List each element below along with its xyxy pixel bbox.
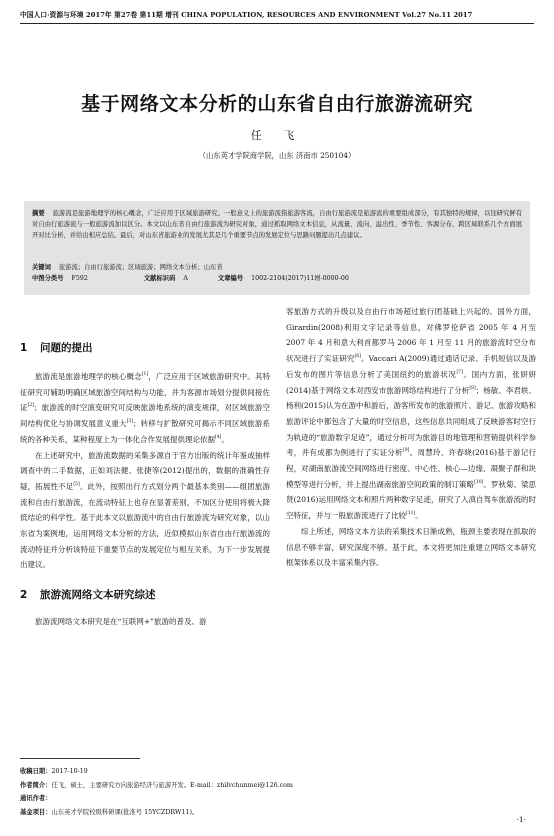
keywords-line (32, 263, 522, 274)
body-paragraph: 综上所述，网络文本方法的采集技术日渐成熟，瓶颈主要表现在抓取的信息不够丰富，研究深度不够。基于此，本文将更加注重建立网络文本研究框架体系以及丰富采集内容。 (286, 526, 536, 568)
abstract-label: 摘要 (32, 210, 45, 217)
right-column (286, 304, 536, 571)
body-paragraph: 旅游流是旅游地理学的核心概念[1]，广泛应用于区域旅游研究中。其特征研究可辅助明确区域旅游空间结构与功能，并为客源市场划分提供间接佐证[2]；旅游流的时空演变研究可反映旅游地系统的演变规律，对区域旅游空间结构优化与协调发展意义重大[3]；转移与扩散研究可揭示不同区域旅游系统的各种关系，某种程度上为一体化合作发展提供理论依据[4]。 (20, 372, 271, 444)
author-name: 任 飞 (250, 129, 304, 142)
article-no-value: 1002-2104(2017)11增-0000-00 (251, 274, 349, 282)
keywords-text: 旅游流；自由行旅游流；区域旅游；网络文本分析；山东省 (58, 264, 223, 271)
citation-ref: [5] (73, 481, 80, 487)
clc-value: F592 (71, 274, 88, 282)
article-no-label: 文章编号 (217, 274, 244, 282)
abstract-paragraph (32, 209, 522, 263)
section-heading-1 (20, 341, 270, 355)
citation-ref: [6] (354, 354, 361, 360)
keywords-label: 关键词 (32, 264, 51, 271)
citation-ref: [9] (403, 448, 410, 454)
section-title: 旅游流网络文本研究综述 (40, 589, 156, 602)
section-title: 问题的提出 (40, 342, 93, 354)
received-date: 收稿日期：2017-10-19 (20, 768, 88, 775)
doc-code-label: 文献标识码 (143, 274, 176, 282)
abstract-box (24, 201, 530, 295)
author-bio: 作者简介：任飞，硕士，主要研究方向旅游经济与旅游开发。E-mail：zhilvchunmei@126.com (20, 781, 293, 789)
body-paragraph: 在上述研究中，旅游流数据的采集多源自于官方出版的统计年鉴或抽样调查中的二手数据，正如刘法健、张捷等(2012)提出的，数据的准确性存疑，拓展性不足[5]。此外，按照出行方式划分两个最基本类别——组团旅游流和自由行旅游流，在流动特征上也存在显著差别，不加区分使用将极大降低结论的科学性。基于此本文以旅游流中的自由行旅游流为研究对象，以山东省为案例地，运用网络文本分析的方法，近似模拟山东省自由行旅游流的流动特征并分析该特征下重要节点的发展定位与相互关系，为下一步发展提出建议。 (20, 450, 271, 570)
running-head: 中国人口·资源与环境 2017年 第27卷 第11期 增刊 CHINA POPULATION, RESOURCES AND ENVIRONMENT Vol.27 No.11 2017 (20, 11, 473, 19)
body-paragraph: 客旅游方式的升级以及自由行市场超过旅行团基础上兴起的。国外方面，Girardin(2008)利用文字记录等信息，对佛罗伦萨省 2005 年 4 月至 2007 年 4 月和意大利首都罗马 2006 年 1 月至 11 月的旅游流时空分布状况进行了实证研究[6]。Vaccari A(2009)通过通话记录、手机短信以及游后发布的图片等信息分析了美国纽约的旅游状况[7]。国内方面，张妍妍(2014)基于网络文本对西安市旅游网络结构进行了分析[8]；杨敏、李君轶、杨利(2015)认为在游中和游后，游客所发布的旅游照片、游记、旅游攻略和旅游评论中都包含了大量的时空信息，这些信息共同组成了反映游客时空行为轨迹的“旅游数字足迹”，通过分析可为旅游目的地管理和营销提供科学参考，并有成都为例进行了实证分析[9]。周慧玲、许春晓(2016)基于游记行程，对湖南旅游流空间网络进行密度、中心性、核心—边缘、凝聚子群和块模型等进行分析，并上提出湖南旅游空间政策的制订策略[10]。罗秋菊、梁思贤(2016)运用网络文本和照片两种数字足迹，研究了入滇自驾车旅游流的时空特征，并与一般旅游流进行了比较[11]。 (286, 307, 537, 521)
citation-ref: [1] (141, 372, 149, 377)
clc-label: 中图分类号 (32, 274, 64, 282)
left-column (20, 300, 270, 630)
citation-ref: [11] (406, 511, 416, 517)
page-number: ·1· (516, 815, 526, 824)
citation-ref: [4] (215, 434, 222, 440)
citation-ref: [8] (469, 385, 476, 391)
section-heading-2 (20, 588, 270, 602)
doc-code-value: A (183, 274, 188, 282)
citation-ref: [2] (27, 403, 34, 409)
citation-ref: [3] (126, 419, 134, 425)
section-number: 1 (20, 342, 28, 354)
header-rule (20, 23, 534, 24)
abstract-text: 旅游流是旅游地理学的核心概念，广泛应用于区域旅游研究。一般意义上的旅游流指旅游客流，自由行旅游流是旅游流的重要组成部分，有其独特的规律，以往研究鲜有对自由行旅游流与一般旅游流加以区分。本文以山东省自由行旅游流为研究对象，通过抓取网络文本信息，从流量、流向、溢出性、季节性、客源分布、跨区域联系几个方面展开对比分析，并给出相应总结。最后，对山东省旅游业的发展尤其是几个重要节点的发展定位与思路问题提出几点建议。 (32, 210, 522, 239)
paper-title: 基于网络文本分析的山东省自由行旅游流研究 (80, 93, 473, 115)
citation-ref: [10] (474, 479, 484, 485)
citation-ref: [7] (456, 369, 463, 375)
footnote-rule (20, 758, 140, 759)
section-number: 2 (20, 589, 28, 602)
classification-line (32, 274, 522, 285)
fund-info: 基金项目：山东英才学院校级科研课(批准号 15YCZDRW11)。 (20, 808, 199, 816)
corresponding-author: 通讯作者： (20, 795, 52, 802)
footnotes (20, 765, 400, 819)
author-affiliation: （山东英才学院商学院，山东 济南市 250104） (198, 151, 356, 160)
body-paragraph: 旅游流网络文本研究是在“互联网+”旅游的普及、游 (35, 617, 207, 627)
